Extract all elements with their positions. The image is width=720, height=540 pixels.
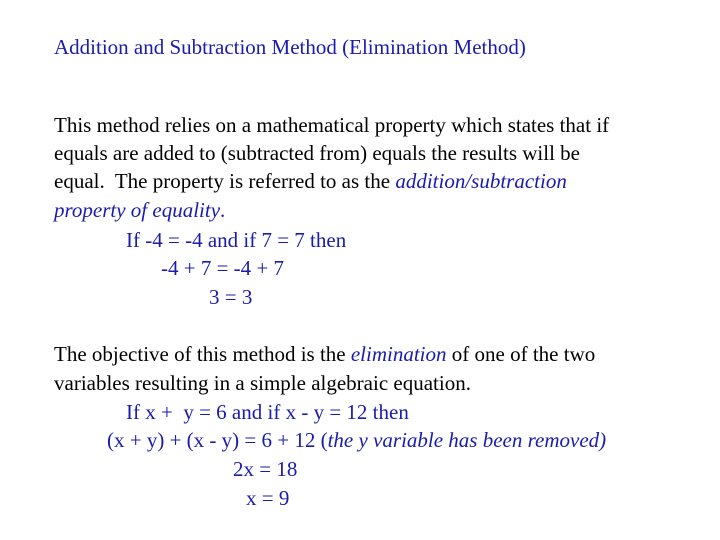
- paragraph-2-line-1-post: of one of the two: [446, 342, 596, 366]
- example-2-line-1: If x + y = 6 and if x - y = 12 then: [126, 400, 409, 424]
- paragraph-1-line-4: [54, 196, 225, 224]
- property-term-part-1: addition/subtraction: [395, 169, 567, 193]
- property-term-part-2: property of equality: [54, 198, 221, 222]
- example-1-line-3: 3 = 3: [209, 285, 253, 309]
- paragraph-2-line-1: [54, 340, 595, 368]
- elimination-term: elimination: [350, 342, 447, 366]
- example-2-line-3: 2x = 18: [233, 457, 298, 481]
- example-2-line-4: x = 9: [246, 486, 290, 510]
- paragraph-2-line-1-pre: The objective of this method is the: [54, 342, 351, 366]
- paragraph-2-line-2: variables resulting in a simple algebraic equation.: [54, 371, 471, 395]
- example-2-line-2-equation: (x + y) + (x - y) = 6 + 12 (: [107, 428, 328, 452]
- example-2-line-2: [107, 426, 606, 454]
- paragraph-1-line-1: This method relies on a mathematical property which states that if: [54, 113, 610, 137]
- example-1-line-1: If -4 = -4 and if 7 = 7 then: [126, 228, 347, 252]
- example-2-line-2-note: the y variable has been removed): [327, 428, 607, 452]
- example-1-line-2: -4 + 7 = -4 + 7: [161, 256, 285, 280]
- paragraph-1-line-3-text: equal. The property is referred to as the: [54, 169, 396, 193]
- page-title: Addition and Subtraction Method (Elimination Method): [54, 35, 526, 59]
- paragraph-1-line-2: equals are added to (subtracted from) equals the results will be: [54, 141, 580, 165]
- paragraph-1-line-3: [54, 167, 567, 195]
- paragraph-1-period: .: [220, 198, 226, 222]
